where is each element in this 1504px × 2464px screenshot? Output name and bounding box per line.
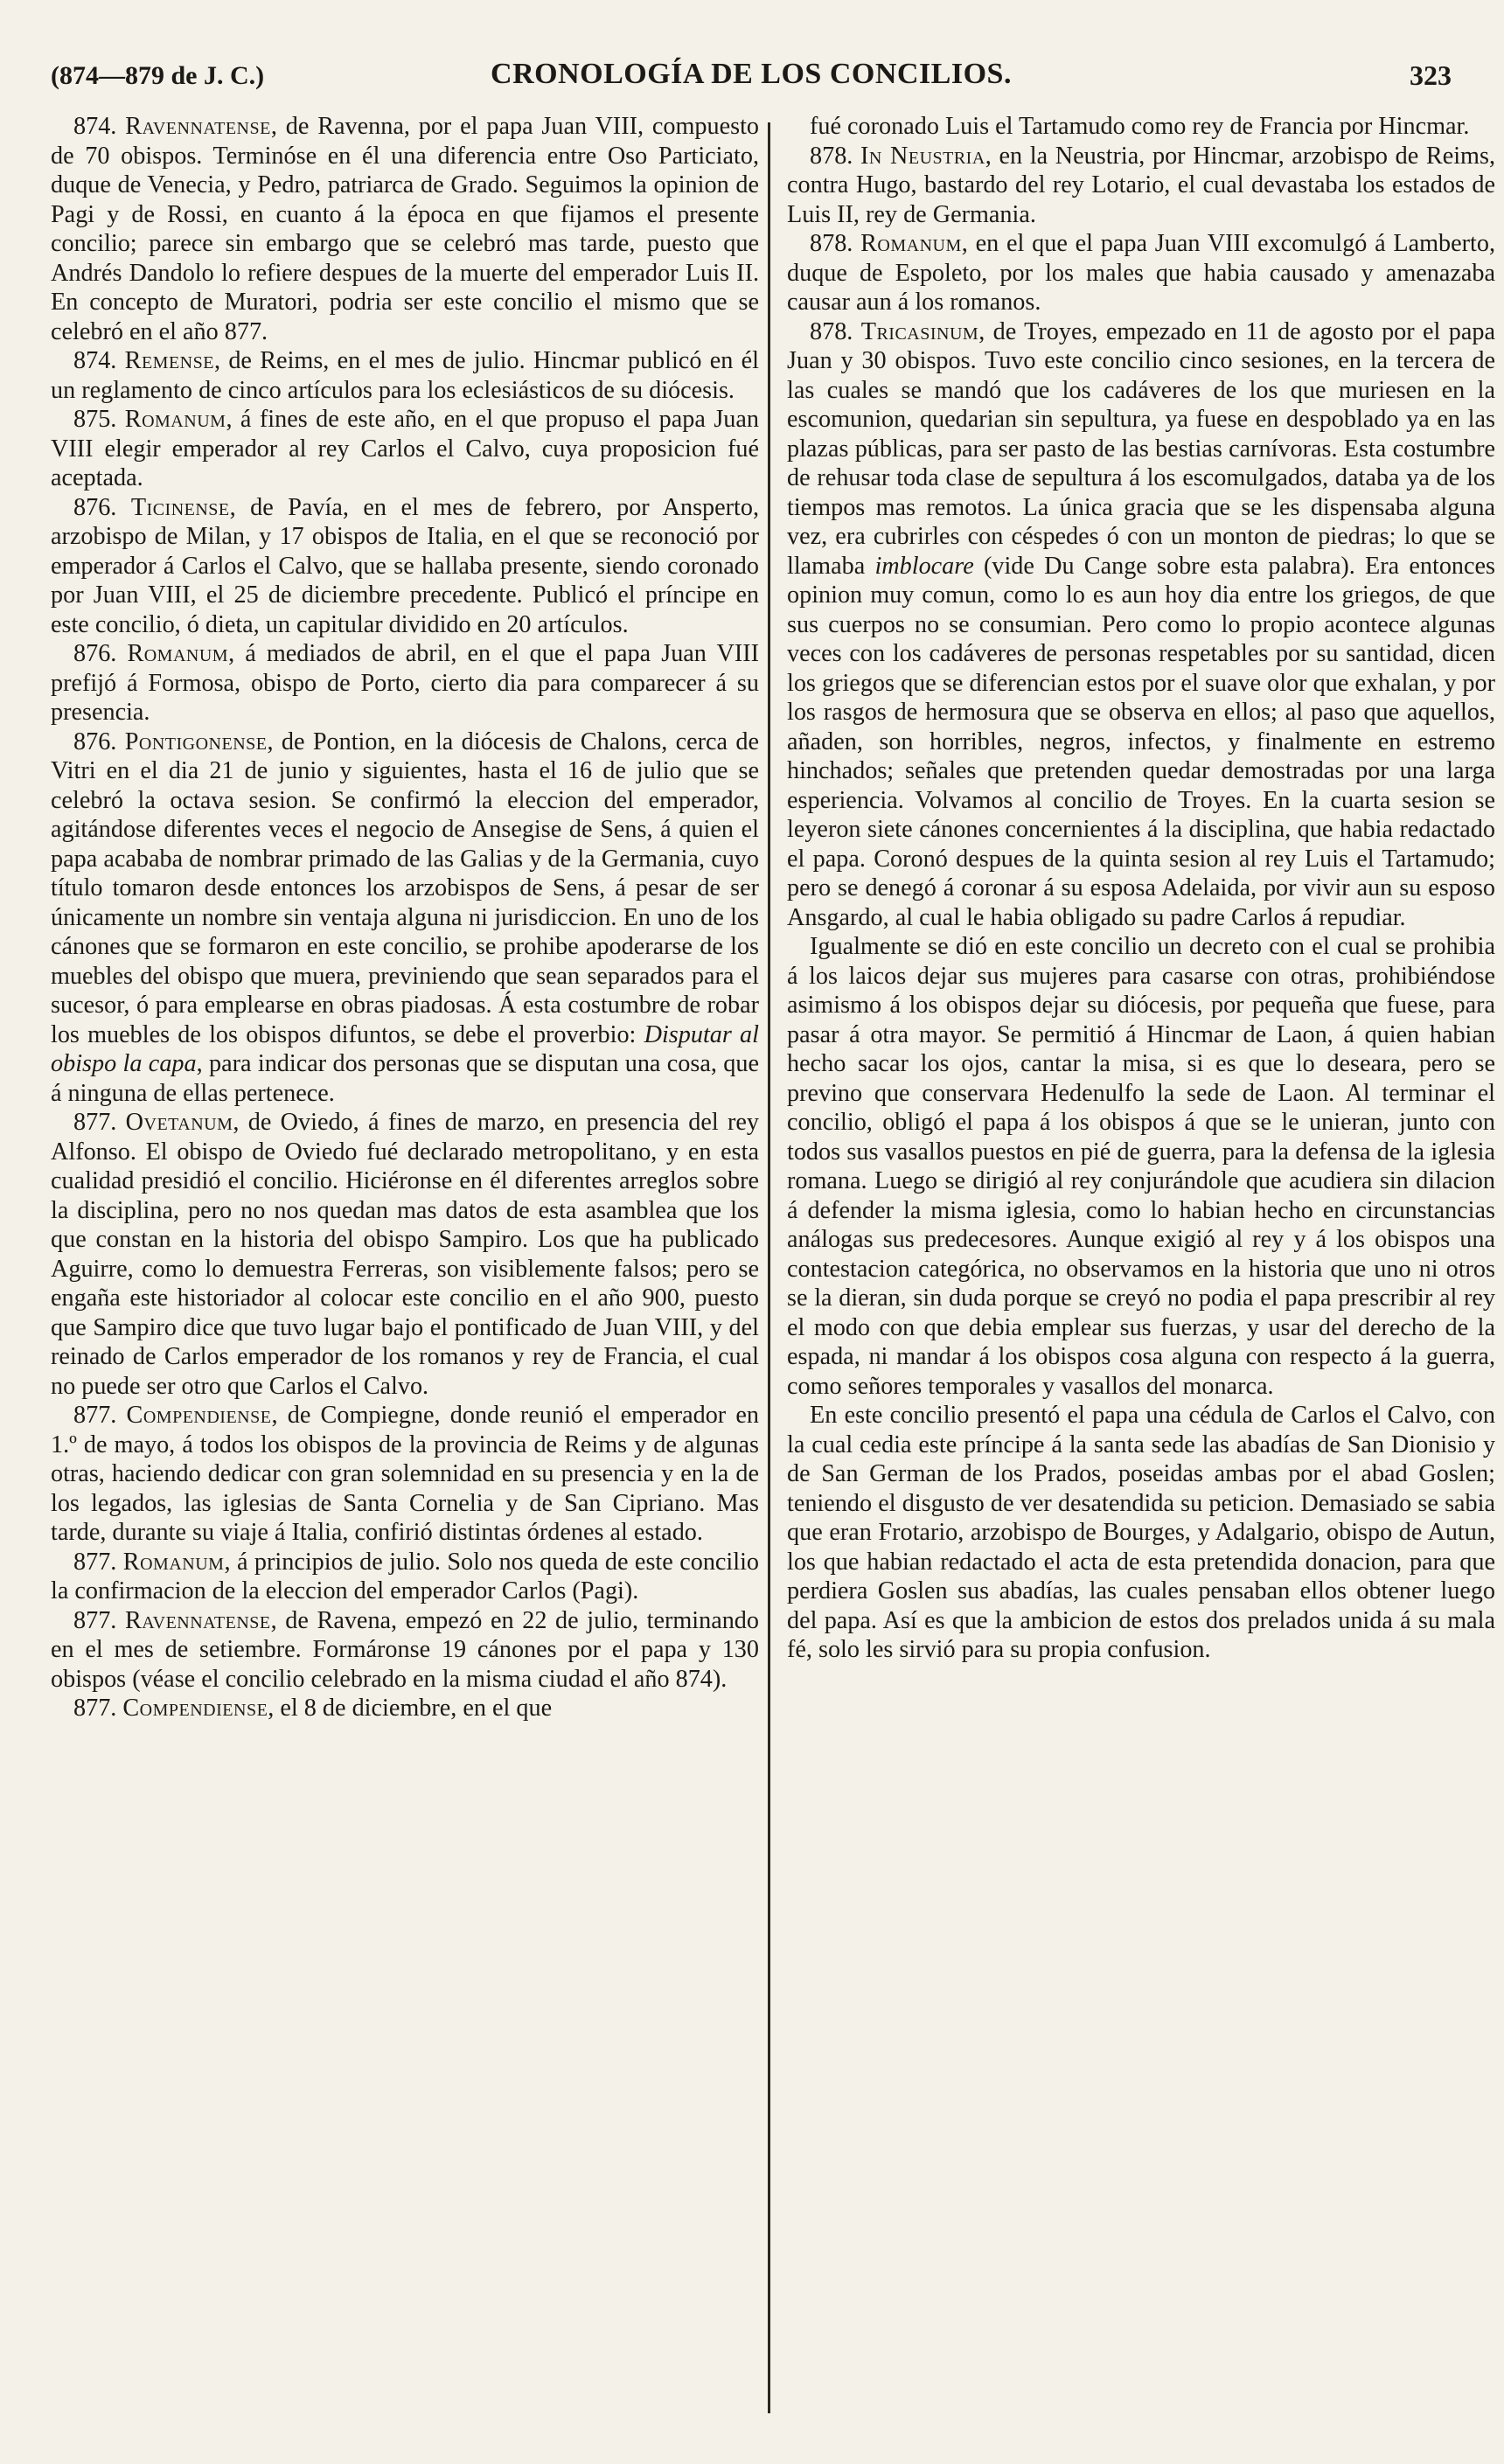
- italic-phrase: imblocare: [874, 552, 974, 580]
- entry-text: , á fines de este año, en el que propuso el papa Juan VIII elegir emperador al rey Carlos el Calvo, cuya proposicion fué aceptada.: [51, 406, 759, 491]
- council-name: Romanum: [860, 230, 962, 257]
- entry-number: 874.: [73, 113, 126, 140]
- entry-text: , en el que el papa Juan VIII excomulgó á Lamberto, duque de Espoleto, por los males que habia causado y amenazaba causar aun á los romanos.: [787, 230, 1495, 316]
- entry-number: 876.: [73, 727, 125, 755]
- entry-number: 877.: [73, 1402, 127, 1429]
- entry-paragraph: [51, 1401, 759, 1548]
- entry-paragraph: [787, 112, 1495, 142]
- entry-text: En este concilio presentó el papa una cédula de Carlos el Calvo, con la cual cedia este príncipe á la santa sede las abadías de San Dionisio y de San German de los Prados, poseidas ambas por el abad Goslen; teniendo el disgusto de ver desatendida su peticion. Demasiado se sabia que eran Frotario, arzobispo de Bourges, y Adalgario, obispo de Autun, los que habian redactado el acta de esta pretendida donacion, para que perdiera Goslen sus abadías, las cuales pensaban ellos obtener luego del papa. Así es que la ambicion de estos dos prelados unida á su mala fé, solo les sirvió para su propia confusion.: [787, 1402, 1495, 1663]
- entry-paragraph: [787, 229, 1495, 317]
- entry-text: , de Pavía, en el mes de febrero, por Ansperto, arzobispo de Milan, y 17 obispos de Italia, en el que se reconoció por emperador á Carlos el Calvo, que se hallaba presente, siendo coronado por Juan VIII, el 25 de diciembre precedente. Publicó el príncipe en este concilio, ó dieta, un capitular dividido en 20 artículos.: [51, 493, 759, 638]
- entry-paragraph: [51, 639, 759, 727]
- entry-text: , de Ravenna, por el papa Juan VIII, compuesto de 70 obispos. Terminóse en él una diferencia entre Oso Particiato, duque de Venecia, y Pedro, patriarca de Grado. Seguimos la opinion de Pagi y de Rossi, en cuanto á la época en que fijamos el presente concilio; parece sin embargo que se celebró mas tarde, puesto que Andrés Dandolo lo refiere despues de la muerte del emperador Luis II. En concepto de Muratori, podria ser este concilio el mismo que se celebró en el año 877.: [51, 113, 759, 345]
- entry-text: , de Compiegne, donde reunió el emperador en 1.º de mayo, á todos los obispos de la provincia de Reims y de algunas otras, haciendo dedicar con gran solemnidad en su presencia y en la de los legados, las iglesias de Santa Cornelia y de San Cipriano. Mas tarde, durante su viaje á Italia, confirió distintas órdenes al estado.: [51, 1402, 759, 1546]
- council-name: Compendiense: [122, 1695, 268, 1722]
- entry-number: 878.: [810, 230, 861, 257]
- council-name: Ovetanum: [125, 1109, 233, 1136]
- entry-number: 877.: [73, 1695, 123, 1722]
- council-name: Ravennatense: [124, 1606, 271, 1634]
- entry-text: , de Reims, en el mes de julio. Hincmar publicó en él un reglamento de cinco artículos para los eclesiásticos de su diócesis.: [51, 347, 759, 404]
- entry-paragraph: [787, 932, 1495, 1401]
- entry-paragraph: [51, 1108, 759, 1401]
- entry-text: , en la Neustria, por Hincmar, arzobispo de Reims, contra Hugo, bastardo del rey Lotario, el cual devastaba los estados de Luis II, rey de Germania.: [787, 142, 1495, 228]
- entry-text: , el 8 de diciembre, en el que: [268, 1695, 553, 1722]
- entry-number: 875.: [73, 406, 125, 433]
- entry-number: 877.: [73, 1109, 126, 1136]
- page-number: 323: [1410, 59, 1452, 91]
- entry-number: 874.: [73, 347, 125, 374]
- page-title: CRONOLOGÍA DE LOS CONCILIOS.: [491, 58, 1012, 90]
- council-name: Tricasinum: [860, 317, 979, 345]
- entry-number: 876.: [73, 640, 128, 667]
- entry-text: , á principios de julio. Solo nos queda de este concilio la confirmacion de la eleccion del emperador Carlos (Pagi).: [51, 1548, 759, 1604]
- entry-text: , de Troyes, empezado en 11 de agosto por el papa Juan y 30 obispos. Tuvo este concilio cinco sesiones, en la tercera de las cuales se mandó que los cadáveres de los que muriesen en la escomunion, quedarian sin sepultura, ya fuese en despoblado ya en las plazas públicas, para ser pasto de las bestias carnívoras. Esta costumbre de rehusar toda clase de sepultura á los escomulgados, databa ya de los tiempos mas remotos. La única gracia que se les dispensaba alguna vez, era cubrirles con céspedes ó con un monton de piedras; lo que se llamaba: [787, 317, 1495, 580]
- entry-text: (vide Du Cange sobre esta palabra). Era entonces opinion muy comun, como lo es aun hoy dia entre los griegos, de que sus cuerpos no se consumian. Pero como lo propio acontece algunas veces con los cadáveres de personas respetables por su santidad, dicen los griegos que se diferencian estos por el suave olor que exhalan, y por los rasgos de hermosura que se observa en ellos; al paso que aquellos, añaden, son horribles, negros, infectos, y finalmente en estremo hinchados; señales que pretenden quedar demostradas por una larga esperiencia. Volvamos al concilio de Troyes. En la cuarta sesion se leyeron siete cánones concernientes á la disciplina, que habia redactado el papa. Coronó despues de la quinta sesion al rey Luis el Tartamudo; pero se denegó á coronar á su esposa Adelaida, por vivir aun su esposo Ansgardo, al cual le habia obligado su padre Carlos á repudiar.: [787, 552, 1495, 931]
- entry-text: , á mediados de abril, en el que el papa Juan VIII prefijó á Formosa, obispo de Porto, cierto dia para comparecer á su presencia.: [51, 640, 759, 726]
- entry-text: Igualmente se dió en este concilio un decreto con el cual se prohibia á los laicos dejar sus mujeres para casarse con otras, prohibiéndose asimismo á los obispos dejar su diócesis, por pequeña que fuese, para pasar á otra mayor. Se permitió á Hincmar de Laon, á quien habian hecho sacar los ojos, cantar la misa, si es que lo deseara, pero se previno que conservara Hedenulfo la sede de Laon. Al terminar el concilio, obligó el papa á los obispos á que se le unieran, junto con todos sus vasallos puestos en pié de guerra, para la defensa de la iglesia romana. Luego se dirigió al rey conjurándole que acudiera sin dilacion á defender la misma iglesia, como lo habian hecho en circunstancias análogas sus predecesores. Aunque exigió al rey y á los obispos una contestacion categórica, no observamos en la historia que uno ni otros se la dieran, sin duda porque se creyó no podia el papa prescribir al rey el modo con que debia emplear sus fuerzas, y usar del derecho de la espada, ni mandar á los obispos cosa alguna con respecto á la guerra, como señores temporales y vasallos del monarca.: [787, 933, 1495, 1400]
- entry-paragraph: [51, 1694, 759, 1723]
- council-name: Romanum: [124, 406, 226, 433]
- italic-phrase: Disputar al obispo la capa: [51, 1020, 759, 1077]
- council-name: Romanum: [127, 640, 229, 667]
- council-name: Remense: [124, 347, 214, 374]
- entry-paragraph: [787, 317, 1495, 933]
- running-header: [51, 54, 1452, 107]
- entry-paragraph: [51, 727, 759, 1109]
- entry-paragraph: [51, 112, 759, 346]
- council-name: Ravennatense: [125, 113, 271, 140]
- council-name: Compendiense: [126, 1402, 272, 1429]
- entry-text: , de Oviedo, á fines de marzo, en presencia del rey Alfonso. El obispo de Oviedo fué declarado metropolitano, y en esta cualidad presidió el concilio. Hiciéronse en él diferentes arreglos sobre la disciplina, pero no nos quedan mas datos de esta asamblea que los que constan en la historia del obispo Sampiro. Los que ha publicado Aguirre, como lo demuestra Ferreras, son visiblemente falsos; pero se engaña este historiador al colocar este concilio en el año 900, puesto que Sampiro dice que tuvo lugar bajo el pontificado de Juan VIII, y del reinado de Carlos emperador de los romanos y rey de Francia, el cual no puede ser otro que Carlos el Calvo.: [51, 1109, 759, 1400]
- entry-paragraph: [51, 346, 759, 405]
- entry-paragraph: [51, 405, 759, 493]
- entry-number: 878.: [810, 142, 860, 170]
- entry-number: 876.: [73, 493, 131, 521]
- date-range: (874—879 de J. C.): [51, 61, 265, 90]
- entry-number: 878.: [810, 317, 861, 345]
- entry-number: 877.: [73, 1548, 123, 1576]
- entry-paragraph: [51, 1548, 759, 1606]
- entry-text: , para indicar dos personas que se disputan una cosa, que á ninguna de ellas pertenece.: [51, 1050, 759, 1107]
- council-name: In Neustria: [860, 142, 985, 170]
- entry-paragraph: [51, 1606, 759, 1695]
- entry-number: 877.: [73, 1606, 125, 1634]
- entry-text: , de Pontion, en la diócesis de Chalons, cerca de Vitri en el dia 21 de junio y siguientes, hasta el 16 de julio que se celebró la octava sesion. Se confirmó la eleccion del emperador, agitándose diferentes veces el negocio de Ansegise de Sens, á quien el papa acababa de nombrar primado de las Galias y de la Germania, cuyo título tomaron desde entonces los arzobispos de Sens, á pesar de ser únicamente un nombre sin ventaja alguna ni jurisdiccion. En uno de los cánones que se formaron en este concilio, se prohibe apoderarse de los muebles del obispo que muera, previniendo que sean separados para el sucesor, ó para emplearse en obras piadosas. Á esta costumbre de robar los muebles de los obispos difuntos, se debe el proverbio:: [51, 727, 759, 1048]
- column-divider: [768, 122, 770, 2413]
- council-name: Ticinense: [130, 493, 230, 521]
- right-column: [787, 112, 1495, 2438]
- entry-paragraph: [51, 493, 759, 640]
- entry-text: , de Ravena, empezó en 22 de julio, terminando en el mes de setiembre. Formáronse 19 cánones por el papa y 130 obispos (véase el concilio celebrado en la misma ciudad el año 874).: [51, 1606, 759, 1693]
- council-name: Pontigonense: [124, 727, 268, 755]
- entry-text: fué coronado Luis el Tartamudo como rey de Francia por Hincmar.: [810, 113, 1470, 140]
- entry-paragraph: [787, 1401, 1495, 1665]
- left-column: [51, 112, 759, 2438]
- entry-paragraph: [787, 142, 1495, 230]
- council-name: Romanum: [122, 1548, 225, 1576]
